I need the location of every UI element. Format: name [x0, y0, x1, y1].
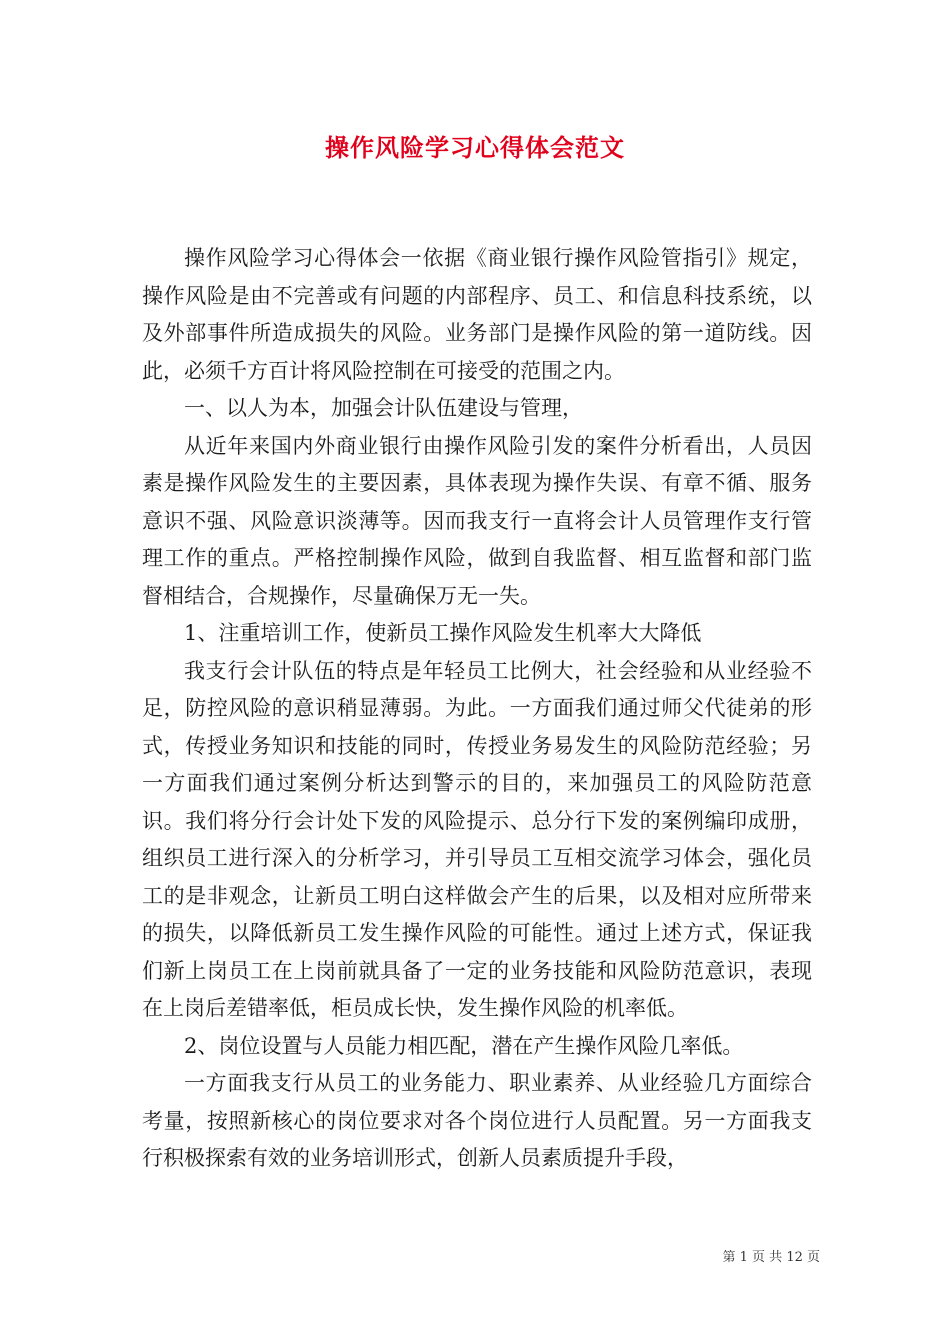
- paragraph-position: 一方面我支行从员工的业务能力、职业素养、从业经验几方面综合考量，按照新核心的岗位要求对各个岗位进行人员配置。另一方面我支行积极探索有效的业务培训形式，创新人员素质提升手段，: [142, 1071, 812, 1170]
- document-title: 操作风险学习心得体会范文: [325, 133, 625, 162]
- section-heading-1: 一、以人为本，加强会计队伍建设与管理，: [184, 396, 583, 420]
- paragraph-analysis: 从近年来国内外商业银行由操作风险引发的案件分析看出，人员因素是操作风险发生的主要因素，具体表现为操作失误、有章不循、服务意识不强、风险意识淡薄等。因而我支行一直将会计人员管理作支行管理工作的重点。严格控制操作风险，做到自我监督、相互监督和部门监督相结合，合规操作，尽量确保万无一失。: [142, 433, 812, 608]
- paragraph-training: 我支行会计队伍的特点是年轻员工比例大，社会经验和从业经验不足，防控风险的意识稍显薄弱。为此。一方面我们通过师父代徒弟的形式，传授业务知识和技能的同时，传授业务易发生的风险防范经验；另一方面我们通过案例分析达到警示的目的，来加强员工的风险防范意识。我们将分行会计处下发的风险提示、总分行下发的案例编印成册，组织员工进行深入的分析学习，并引导员工互相交流学习体会，强化员工的是非观念，让新员工明白这样做会产生的后果，以及相对应所带来的损失，以降低新员工发生操作风险的可能性。通过上述方式，保证我们新上岗员工在上岗前就具备了一定的业务技能和风险防范意识，表现在上岗后差错率低，柜员成长快，发生操作风险的机率低。: [142, 658, 812, 1020]
- paragraph-intro: 操作风险学习心得体会一依据《商业银行操作风险管指引》规定，操作风险是由不完善或有问题的内部程序、员工、和信息科技系统，以及外部事件所造成损失的风险。业务部门是操作风险的第一道防线。因此，必须千方百计将风险控制在可接受的范围之内。: [142, 246, 812, 383]
- subheading-training: 1、注重培训工作，使新员工操作风险发生机率大大降低: [184, 621, 702, 645]
- page-number: 第 1 页 共 12 页: [722, 1250, 820, 1265]
- subheading-position: 2、岗位设置与人员能力相匹配，潜在产生操作风险几率低。: [184, 1033, 744, 1058]
- document-body: [142, 240, 812, 1178]
